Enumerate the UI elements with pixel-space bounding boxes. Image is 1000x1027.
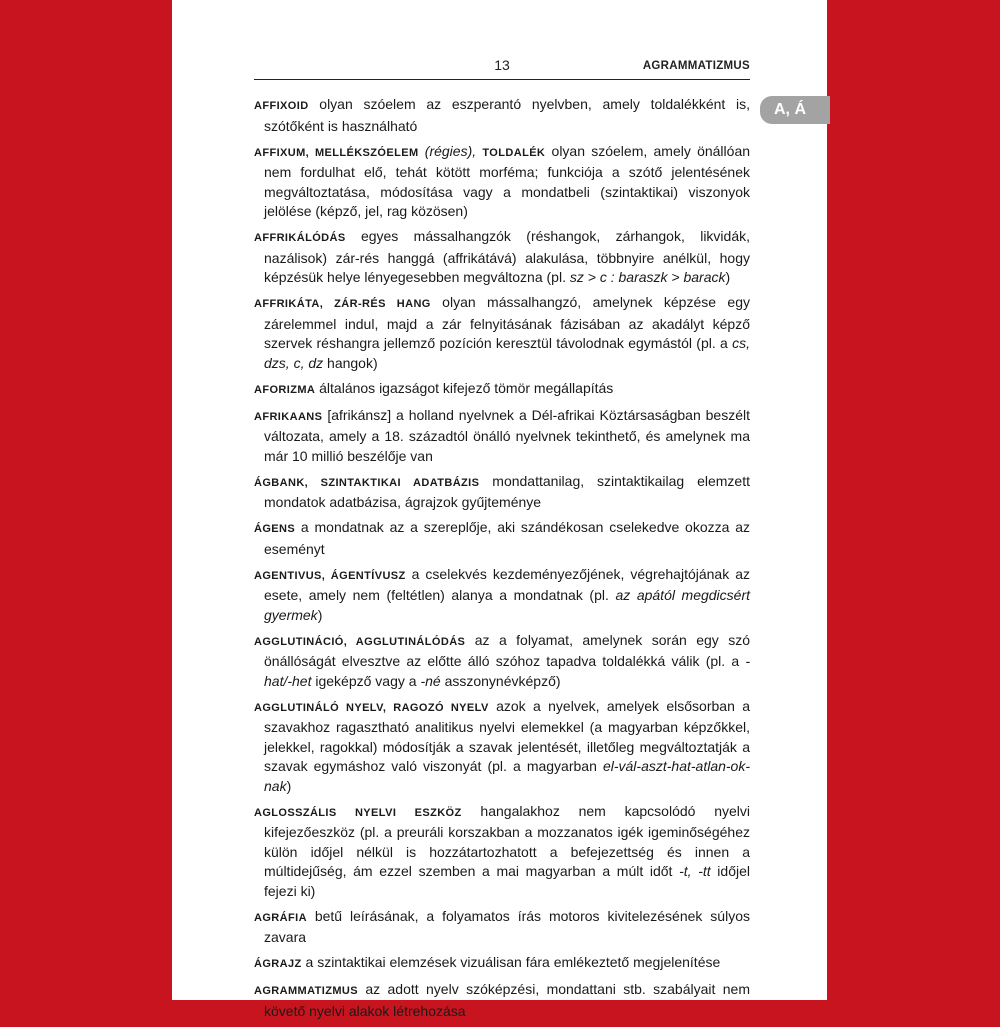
- definition: olyan mássalhangzó, amelynek képzése egy zárelemmel indul, majd a zár felnyitásának fázisában az akadályt képző szervek réshangra jellemző pozíción keresztül távolodnak egymástól (pl. a: [264, 294, 751, 351]
- usage-note: (régies),: [424, 142, 477, 159]
- entry: [254, 518, 750, 559]
- definition: betű leírásának, a folyamatos írás motoros kivitelezésének súlyos zavara: [264, 907, 750, 945]
- entry: [254, 227, 750, 288]
- headword: AGLOSSZÁLIS NYELVI ESZKÖZ: [254, 806, 462, 819]
- headword: ÁGBANK, SZINTAKTIKAI ADATBÁZIS: [254, 476, 480, 489]
- entry: [254, 565, 750, 626]
- headword: AFFRIKÁTA, ZÁR-RÉS HANG: [254, 298, 431, 310]
- headword: AFFIXUM, MELLÉKSZÓELEM: [254, 146, 419, 159]
- headword: AFFIXOID: [254, 100, 309, 112]
- definition-end: asszonynévképző): [444, 672, 561, 689]
- definition-end: ): [725, 269, 731, 285]
- dictionary-entries: [254, 95, 750, 1027]
- headword: ÁGRAJZ: [254, 958, 302, 970]
- example: cs, dzs, c, dz: [264, 335, 751, 371]
- headword: AGENTIVUS, ÁGENTÍVUSZ: [254, 569, 406, 582]
- definition: hangalakhoz nem kapcsolódó nyelvi kifejezőeszköz (pl. a preuráli korszakban a mozzanatos igék igeminőségéhez külön időjel nélkül is hozzátartozhatott a befejezettség és innen a múltidejűség, ám ezzel szemben a mai magyarban a múlt időt: [264, 802, 750, 879]
- entry: [254, 472, 750, 513]
- definition: olyan szóelem, amely önállóan nem fordulhat elő, tehát kötött morféma; funkciója a szótő jelentésének megváltoztatása, módosítása vagy a mondatbeli (szintaktikai) viszonyok jelölése (képző, jel, rag közösen): [264, 142, 751, 219]
- definition: a cselekvés kezdeményezőjének, végrehajtójának az esete, amely nem (feltétlen) alanya a mondatnak (pl.: [264, 565, 750, 603]
- book-page: [172, 0, 827, 1019]
- headword: AFRIKAANS: [254, 410, 323, 423]
- definition-end: ): [317, 606, 323, 623]
- definition-mid: igeképző vagy a: [315, 672, 417, 689]
- definition: a szintaktikai elemzések vizuálisan fára emlékeztető megjelenítése: [305, 954, 721, 970]
- entry: [254, 907, 750, 948]
- headword: AGRÁFIA: [254, 911, 307, 924]
- running-head: [254, 55, 750, 80]
- definition: egyes mássalhangzók (réshangok, zárhangok, likvidák, nazálisok) zár-rés hanggá (affrikátává) alakulása, többnyire anélkül, hogy képzésük helye lényegesebben megváltozna (pl.: [264, 228, 750, 285]
- entry: [254, 697, 750, 797]
- definition: mondattanilag, szintaktikailag elemzett mondatok adatbázisa, ágrajzok gyűjteménye: [264, 472, 750, 510]
- headword: AGGLUTINÁLÓ NYELV, RAGOZÓ NYELV: [254, 701, 489, 714]
- example: -hat/-het: [264, 653, 751, 689]
- entry: [254, 802, 750, 902]
- definition: az a folyamat, amelynek során egy szó önállóságát elvesztve az előtte álló szóhoz tapadva toldalékká válik (pl. a: [264, 631, 750, 669]
- entry: [254, 631, 750, 692]
- definition: általános igazságot kifejező tömör megállapítás: [319, 379, 614, 396]
- definition: a mondatnak az a szereplője, aki szándékosan cselekedve okozza az eseményt: [264, 519, 750, 557]
- entry: [254, 980, 750, 1021]
- definition-end: ): [286, 777, 292, 794]
- headword-synonym: TOLDALÉK: [482, 146, 546, 159]
- example: el-vál-aszt-hat-atlan-ok-nak: [264, 758, 751, 794]
- headword: AGGLUTINÁCIÓ, AGGLUTINÁLÓDÁS: [254, 635, 466, 648]
- example: az apától megdicsért gyermek: [264, 587, 751, 623]
- headword: AFFRIKÁLÓDÁS: [254, 232, 346, 244]
- page-number: 13: [494, 57, 510, 73]
- entry: [254, 95, 750, 136]
- entry: [254, 406, 750, 467]
- definition: az adott nyelv szóképzési, mondattani stb. szabályait nem követő nyelvi alakok létrehozása: [264, 981, 750, 1019]
- headword: ÁGENS: [254, 523, 296, 535]
- headword: AFORIZMA: [254, 383, 316, 396]
- entry: [254, 142, 750, 222]
- definition-end: hangok): [327, 354, 378, 371]
- section-thumb-tab: A, Á: [760, 96, 830, 124]
- definition-end: időjel fejezi ki): [264, 863, 750, 899]
- definition: azok a nyelvek, amelyek elsősorban a szavakhoz ragasztható analitikus nyelvi elemekkel (a magyarban képzőkkel, jelekkel, ragokkal) módosítják a szavak jelentését, illetőleg megváltoztatják a szavak egymáshoz való viszonyát (pl. a magyarban: [264, 697, 751, 774]
- example: sz > c : baraszk > barack: [569, 269, 726, 285]
- definition: olyan szóelem az eszperantó nyelvben, amely toldalékként is, szótőként is használható: [264, 96, 751, 134]
- entry: [254, 293, 750, 373]
- definition: [afrikánsz] a holland nyelvnek a Dél-afrikai Köztársaságban beszélt változata, amely a 18. századtól önálló nyelvnek tekinthető, és amelynek ma már 10 millió beszélője van: [264, 406, 751, 464]
- example: -né: [420, 672, 441, 689]
- headword: AGRAMMATIZMUS: [254, 985, 358, 997]
- example: -t, -tt: [679, 863, 711, 879]
- running-head-word: AGRAMMATIZMUS: [642, 60, 750, 72]
- entry: [254, 379, 750, 401]
- entry: [254, 953, 750, 975]
